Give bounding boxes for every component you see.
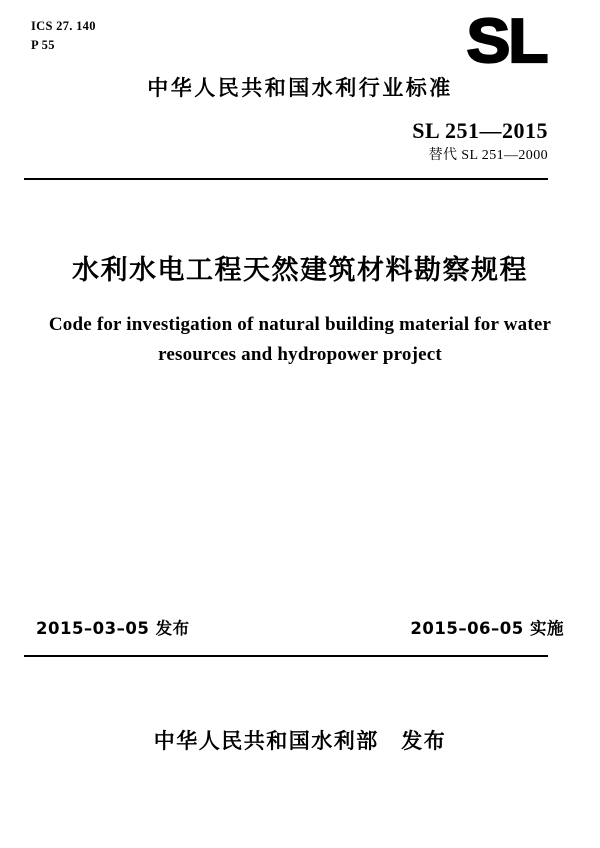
ics-code: ICS 27. 140: [31, 19, 96, 33]
page-title-english-line2: resources and hydropower project: [158, 344, 442, 365]
date-row: [36, 615, 564, 639]
page-title-english: [26, 310, 574, 370]
issue-date: 2015–03–05 发布: [36, 619, 190, 638]
standard-number: SL 251—2015: [412, 118, 548, 143]
sl-logo: SL: [466, 7, 546, 76]
publisher-line: 中华人民共和国水利部 发布: [153, 729, 447, 753]
page-title-english-line1: Code for investigation of natural building material for water: [48, 314, 552, 335]
page-title-chinese: 水利水电工程天然建筑材料勘察规程: [72, 255, 528, 286]
effective-date: 2015–06–05 实施: [410, 619, 564, 638]
standard-banner: 中华人民共和国水利行业标准: [147, 76, 453, 100]
divider-top: [24, 178, 548, 180]
divider-bottom: [24, 655, 548, 657]
classification-block: [31, 17, 96, 55]
category-code: P 55: [31, 38, 55, 52]
standard-replaces: 替代 SL 251—2000: [428, 148, 548, 163]
